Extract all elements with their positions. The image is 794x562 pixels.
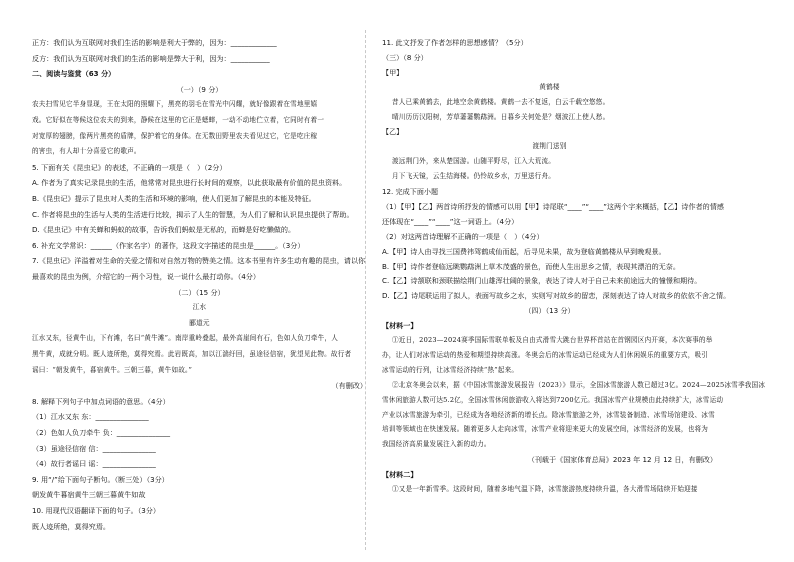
left-column-line: 既人迹所绝，莫得究焉。 bbox=[32, 521, 111, 531]
right-column-line: 产业以冰雪旅游为牵引，已经成为各地经济新的增长点。除冰雪旅游之外，冰雪装备制造、冰雪场馆建设、冰雪 bbox=[382, 410, 715, 419]
right-column-line: 冰雪运动的行列，让冰雪经济持续“热”起来。 bbox=[382, 365, 519, 374]
left-column-line: （一）（9 分） bbox=[176, 84, 223, 94]
left-column-line: （有删改） bbox=[331, 381, 367, 391]
right-column-line: 渡远荆门外，来从楚国游。山随平野尽，江入大荒流。 bbox=[392, 157, 556, 166]
right-column-line: C.【乙】诗颔联和颈联描绘荆门山雄浑壮阔的景象，表达了诗人对于自己未来前途远大的憧憬和期待。 bbox=[382, 276, 702, 286]
left-column-line: 5. 下面有关《昆虫记》的表述，不正确的一项是（ ）（2分） bbox=[32, 162, 227, 172]
left-column-line: （3）虽途径信宿 信：_______________ bbox=[32, 443, 156, 453]
left-column-line: 反方：我们认为互联网对我们的生活的影响是弊大于利，因为：___________ bbox=[32, 53, 270, 63]
right-column-line: D.【乙】诗尾联运用了拟人，表面写故乡之水，实则写对故乡的留恋，深刻表达了诗人对故乡的依依不舍之情。 bbox=[382, 291, 731, 301]
right-column-line: 【材料一】 bbox=[382, 321, 418, 331]
right-column-line: ①近日，2023—2024赛季国际雪联单板及自由式滑雪大跳台世界杯首站在首钢园区内开赛，本次赛事的举 bbox=[392, 336, 713, 344]
left-column-line: 8. 解释下列句子中加点词语的意思。（4分） bbox=[32, 396, 170, 406]
left-column-line: C. 作者将昆虫的生活与人类的生活进行比较，揭示了人生的智慧，为人们了解和认识昆虫提供了帮助。 bbox=[32, 209, 354, 219]
right-column-line: 月下飞天镜，云生结海楼。仍怜故乡水，万里送行舟。 bbox=[392, 172, 556, 181]
left-column-line: 江水 bbox=[192, 303, 207, 312]
left-column-line: （二）（15 分） bbox=[174, 287, 225, 297]
right-column-line: （刊载于《国家体育总局》2023 年 12 月 12 日，有删改） bbox=[527, 455, 717, 465]
right-column-line: （四）（13 分） bbox=[524, 306, 575, 316]
right-column-line: （2）对这两首诗理解不正确的一项是（ ）（4分） bbox=[382, 231, 544, 241]
right-column-line: 办，让人们对冰雪运动的热爱和期望持续高涨。冬奥会后的冰雪运动已经成为人们休闲娱乐的重要方式，吸引 bbox=[382, 350, 709, 359]
right-column-line: 还体现在“____”“____”这一词语上。（4分） bbox=[382, 216, 519, 226]
right-column-line: 渡荆门送别 bbox=[532, 142, 567, 151]
right-column-line: 晴川历历汉阳树，芳草萋萋鹦鹉洲。日暮乡关何处是？烟波江上使人愁。 bbox=[392, 112, 610, 121]
right-column-line: 我国经济高质量发展注入新的动力。 bbox=[382, 440, 491, 449]
left-column-line: 对宽厚的翅膀，像两片黑亮的盾牌，保护着它的身体。在无数田野里农夫看见过它，它是吃庄稼 bbox=[32, 131, 318, 140]
left-column-line: 最喜欢的昆虫为例，介绍它的一两个习性，说一说什么最打动你。（4分） bbox=[32, 272, 260, 281]
left-column-line: 9. 用“/”给下面句子断句。（断三处）（3分） bbox=[32, 474, 169, 484]
right-column-line: 【乙】 bbox=[382, 127, 404, 137]
right-column-line: 黄鹤楼 bbox=[539, 82, 560, 91]
left-column-line: （4）故行者谣曰 谣：_______________ bbox=[32, 459, 156, 469]
left-column-line: 二、阅读与鉴赏（63 分） bbox=[32, 69, 116, 79]
left-column-line: 郦道元 bbox=[189, 318, 210, 327]
right-column-line: A.【甲】诗人由寻找三国费祎驾鹤成仙而起，后寻见未果，故为登临黄鹤楼从早到晚观景。 bbox=[382, 246, 666, 256]
left-column-line: 江水又东，径黄牛山，下有滩，名曰“黄牛滩”。南岸重岭叠起，最外高崖间有石，色如人负刀牵牛，人 bbox=[32, 334, 339, 343]
left-column-line: 6. 补充文学常识：______（作家名字）的著作，这段文字描述的昆虫是______。（3分） bbox=[32, 240, 305, 250]
left-column-line: B.《昆虫记》提示了昆虫对人类的生活和环境的影响，使人们更加了解昆虫的本能及特征。 bbox=[32, 194, 316, 203]
left-column-line: （1）江水又东 东：_______________ bbox=[32, 412, 149, 422]
right-column-line: 11. 此文抒发了作者怎样的思想感情？（5分） bbox=[382, 38, 528, 47]
left-column-line: 10. 用现代汉语翻译下面的句子。（3分） bbox=[32, 506, 160, 515]
left-column-line: 农夫扫雪见它半身显现，王在太阳的照耀下，黑亮的羽毛在雪光中闪耀，就好像跟着在雪地里嬉 bbox=[32, 100, 318, 109]
right-column-line: 【材料二】 bbox=[382, 470, 418, 480]
left-column-line: 的害虫，有人却十分喜爱它的歌声。 bbox=[32, 147, 141, 156]
left-column-line: 黑牛黄，成就分明。既人迹所绝，莫得究焉。此岩既高，加以江湍纡回，虽途径信宿，犹望见此物。故行者 bbox=[32, 350, 352, 358]
right-column-line: 12. 完成下面小题 bbox=[382, 187, 439, 196]
left-column-line: 戏。它好似在等候这位农夫的到来，静候在这里的它正是蟋蟀，一动不动地伫立着，它同时有着一 bbox=[32, 116, 325, 124]
left-column-line: D.《昆虫记》中有关蝉和蚂蚁的故事，告诉我们蚂蚁是无私的，而蝉是好吃懒做的。 bbox=[32, 225, 296, 235]
left-column-line: 7.《昆虫记》洋溢着对生命的关爱之情和对自然万物的赞美之情。这本书里有许多生动有趣的昆虫，请以你 bbox=[32, 256, 366, 266]
left-column-line: 正方：我们认为互联网对我们生活的影响是利大于弊的，因为：_____________ bbox=[32, 38, 277, 47]
right-column-line: 雪休闲旅游人数可达5.2亿，全国冰雪休闲旅游收入将达到7200亿元。我国冰雪产业规模由此持续扩大，冰雪运动 bbox=[382, 395, 724, 404]
left-column-line: （2）色如人负刀牵牛 负：_______________ bbox=[32, 428, 171, 437]
right-column-line: （三）（8 分） bbox=[382, 52, 428, 62]
right-column-line: 【甲】 bbox=[382, 67, 404, 77]
right-column-line: （1）【甲】【乙】两首诗所抒发的情感可以用【甲】诗尾联“____”“____”这两个字来概括，【乙】诗作者的情感 bbox=[382, 201, 724, 211]
left-column-line: 谣曰：“朝发黄牛，暮宿黄牛。三朝三暮，黄牛如故。” bbox=[32, 365, 193, 374]
right-column-line: ①又是一年新雪季。这段时间，随着多地气温下降，冰雪旅游热度持续升温，各大滑雪场陆续开始迎接 bbox=[392, 485, 698, 493]
right-column-line: ②北京冬奥会以来，据《中国冰雪旅游发展报告（2023）》显示，全国冰雪旅游人数已超过3亿。2024—2025冰雪季我国冰 bbox=[392, 380, 766, 389]
right-column-line: 培训等领域也在快速发展。随着更多人走向冰雪，冰雪产业将迎来更大的发展空间，冰雪经济的发展，也将为 bbox=[382, 425, 709, 434]
left-column-line: 朝发黄牛暮宿黄牛三朝三暮黄牛如故 bbox=[32, 490, 146, 500]
column-divider bbox=[365, 30, 366, 550]
right-column-line: 昔人已乘黄鹤去，此地空余黄鹤楼。黄鹤一去不复返，白云千载空悠悠。 bbox=[392, 97, 610, 106]
left-column-line: A. 作者为了真实记录昆虫的生活，他常常对昆虫进行长时间的观察，以此获取最有价值的昆虫资料。 bbox=[32, 178, 347, 188]
right-column-line: B.【甲】诗作者登临远眺鹦鹉洲上草木茂盛的景色，而使人生出思乡之情，表现其漂泊的无奈。 bbox=[382, 261, 680, 271]
